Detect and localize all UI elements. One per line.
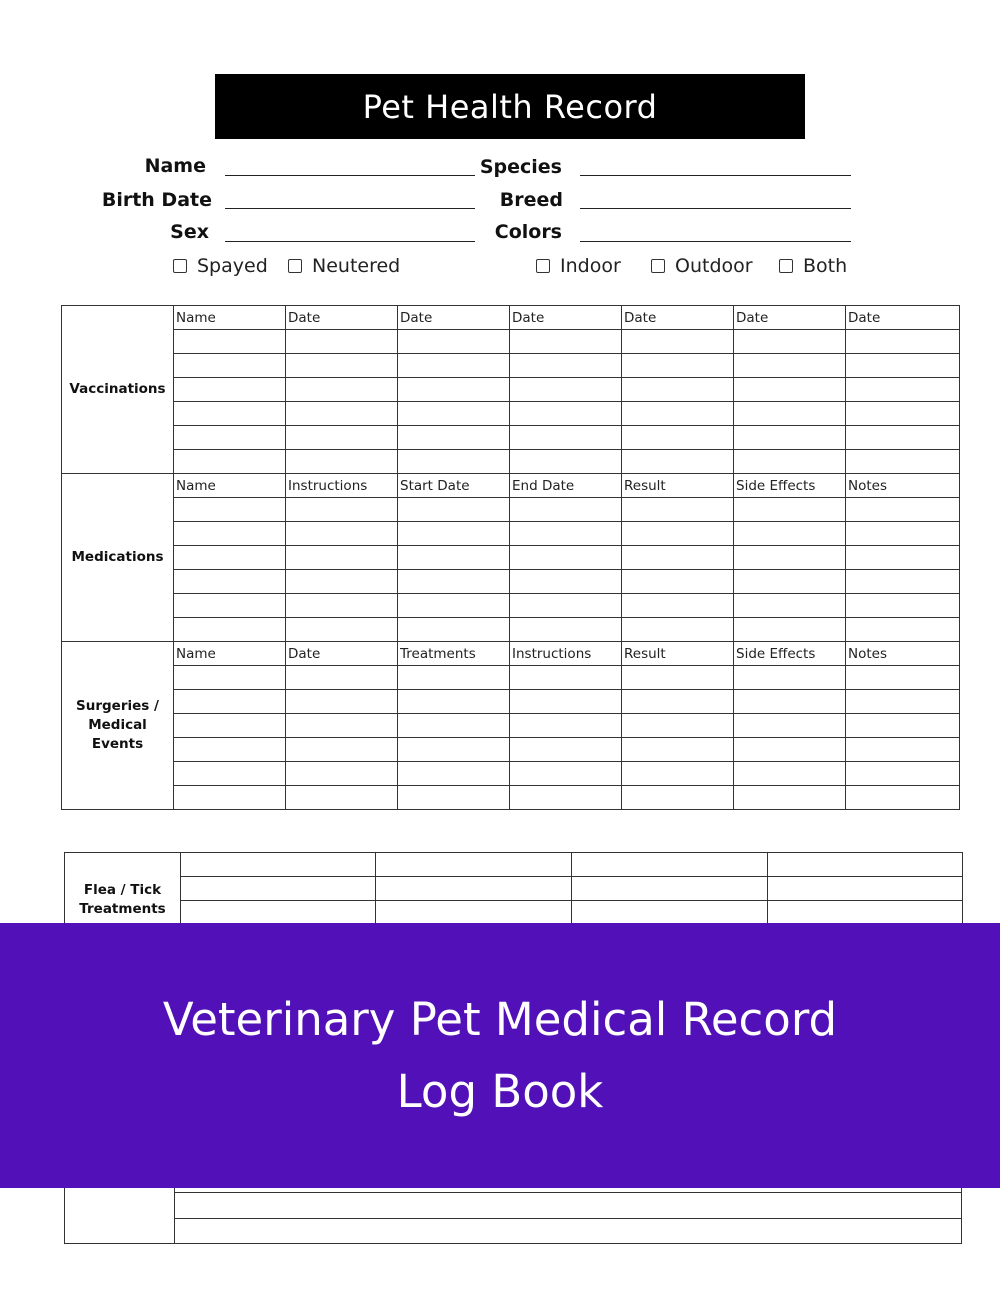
column-header: Result [622, 642, 734, 666]
table-cell[interactable] [734, 714, 846, 738]
table-cell[interactable] [846, 522, 960, 546]
table-cell[interactable] [572, 901, 768, 925]
column-header: Side Effects [734, 474, 846, 498]
table-cell[interactable] [734, 570, 846, 594]
table-cell[interactable] [768, 853, 963, 877]
table-cell[interactable] [398, 498, 510, 522]
table-row [62, 450, 960, 474]
table-cell[interactable] [174, 714, 286, 738]
flea-tick-label [65, 853, 181, 925]
table-cell[interactable] [734, 738, 846, 762]
table-cell[interactable] [622, 378, 734, 402]
table-cell[interactable] [572, 853, 768, 877]
table-cell[interactable] [622, 522, 734, 546]
column-header: Date [398, 306, 510, 330]
table-cell[interactable] [622, 762, 734, 786]
medications-label: Medications [62, 474, 174, 642]
flea-tick-label-line2: Treatments [79, 901, 166, 917]
table-cell[interactable] [510, 522, 622, 546]
banner-line2: Log Book [396, 1064, 604, 1118]
column-header: Name [174, 306, 286, 330]
table-cell[interactable] [286, 738, 398, 762]
table-cell[interactable] [510, 354, 622, 378]
flea-tick-label-line1: Flea / Tick [83, 882, 162, 898]
table-cell[interactable] [846, 714, 960, 738]
table-cell[interactable] [622, 714, 734, 738]
both-label: Both [803, 255, 848, 277]
checkbox-box[interactable] [173, 259, 187, 273]
table-cell[interactable] [846, 546, 960, 570]
table-cell[interactable] [286, 498, 398, 522]
checkbox-box[interactable] [779, 259, 793, 273]
table-cell[interactable] [734, 378, 846, 402]
table-cell[interactable] [174, 690, 286, 714]
table-cell[interactable] [622, 666, 734, 690]
table-cell[interactable] [398, 522, 510, 546]
table-cell[interactable] [846, 786, 960, 810]
column-header: Date [510, 306, 622, 330]
indoor-checkbox[interactable] [536, 255, 621, 277]
table-cell[interactable] [510, 546, 622, 570]
column-header: Name [174, 642, 286, 666]
table-row [62, 402, 960, 426]
page-title-text: Pet Health Record [362, 87, 658, 126]
table-row [65, 853, 963, 877]
table-cell[interactable] [510, 762, 622, 786]
checkbox-box[interactable] [651, 259, 665, 273]
table-row [62, 738, 960, 762]
table-cell[interactable] [398, 570, 510, 594]
table-cell[interactable] [398, 618, 510, 642]
table-cell[interactable] [181, 853, 376, 877]
table-cell[interactable] [174, 450, 286, 474]
table-divider [174, 1188, 175, 1243]
table-cell[interactable] [174, 354, 286, 378]
table-cell[interactable] [622, 786, 734, 810]
table-cell[interactable] [622, 450, 734, 474]
breed-field[interactable] [580, 208, 851, 209]
table-cell[interactable] [510, 570, 622, 594]
table-cell[interactable] [286, 546, 398, 570]
table-cell[interactable] [734, 450, 846, 474]
table-cell[interactable] [398, 690, 510, 714]
table-cell[interactable] [510, 618, 622, 642]
table-cell[interactable] [398, 546, 510, 570]
table-cell[interactable] [734, 522, 846, 546]
table-cell[interactable] [846, 354, 960, 378]
table-cell[interactable] [398, 450, 510, 474]
table-row [62, 354, 960, 378]
table-row [62, 618, 960, 642]
colors-label: Colors [494, 221, 562, 243]
table-cell[interactable] [286, 330, 398, 354]
table-row [65, 877, 963, 901]
column-header: Treatments [398, 642, 510, 666]
table-row [62, 762, 960, 786]
table-cell[interactable] [846, 498, 960, 522]
table-cell[interactable] [734, 786, 846, 810]
spayed-checkbox[interactable] [173, 255, 268, 277]
indoor-label: Indoor [560, 255, 621, 277]
outdoor-checkbox[interactable] [651, 255, 753, 277]
table-cell[interactable] [622, 618, 734, 642]
table-cell[interactable] [622, 546, 734, 570]
column-header: Notes [846, 474, 960, 498]
table-cell[interactable] [174, 786, 286, 810]
table-cell[interactable] [174, 594, 286, 618]
table-cell[interactable] [286, 570, 398, 594]
table-cell[interactable] [174, 570, 286, 594]
both-checkbox[interactable] [779, 255, 847, 277]
table-cell[interactable] [376, 853, 572, 877]
table-row [62, 546, 960, 570]
table-cell[interactable] [622, 330, 734, 354]
page-title [215, 74, 805, 139]
flea-tick-table [64, 852, 963, 925]
surgeries-label [62, 642, 174, 810]
promo-banner [0, 923, 1000, 1188]
table-cell[interactable] [622, 690, 734, 714]
table-cell[interactable] [286, 786, 398, 810]
outdoor-label: Outdoor [675, 255, 753, 277]
table-row [62, 426, 960, 450]
table-cell[interactable] [734, 498, 846, 522]
column-header: Notes [846, 642, 960, 666]
banner-line1: Veterinary Pet Medical Record [162, 992, 838, 1046]
neutered-label: Neutered [312, 255, 401, 277]
table-cell[interactable] [286, 402, 398, 426]
sex-field[interactable] [225, 241, 475, 242]
table-divider [174, 1218, 961, 1219]
breed-label: Breed [499, 189, 563, 211]
table-cell[interactable] [286, 426, 398, 450]
table-cell[interactable] [572, 877, 768, 901]
table-cell[interactable] [376, 877, 572, 901]
table-cell[interactable] [510, 714, 622, 738]
column-header: Result [622, 474, 734, 498]
table-cell[interactable] [174, 378, 286, 402]
table-cell[interactable] [181, 901, 376, 925]
table-cell[interactable] [174, 738, 286, 762]
table-cell[interactable] [398, 786, 510, 810]
table-cell[interactable] [398, 594, 510, 618]
table-cell[interactable] [398, 402, 510, 426]
table-cell[interactable] [734, 666, 846, 690]
table-cell[interactable] [846, 762, 960, 786]
birth-date-label: Birth Date [101, 189, 212, 211]
table-cell[interactable] [622, 594, 734, 618]
table-cell[interactable] [510, 594, 622, 618]
table-cell[interactable] [286, 354, 398, 378]
table-cell[interactable] [398, 738, 510, 762]
table-cell[interactable] [398, 762, 510, 786]
table-row [62, 570, 960, 594]
table-cell[interactable] [174, 546, 286, 570]
table-cell[interactable] [174, 402, 286, 426]
table-cell[interactable] [286, 690, 398, 714]
vaccinations-header-row [62, 306, 960, 330]
table-cell[interactable] [510, 690, 622, 714]
table-cell[interactable] [510, 450, 622, 474]
vaccinations-label: Vaccinations [62, 306, 174, 474]
table-cell[interactable] [768, 877, 963, 901]
table-cell[interactable] [622, 570, 734, 594]
column-header: Date [286, 306, 398, 330]
table-row [62, 522, 960, 546]
table-cell[interactable] [398, 354, 510, 378]
table-cell[interactable] [174, 762, 286, 786]
medications-header-row [62, 474, 960, 498]
table-cell[interactable] [398, 378, 510, 402]
table-cell[interactable] [286, 378, 398, 402]
table-row [65, 901, 963, 925]
table-cell[interactable] [286, 522, 398, 546]
neutered-checkbox[interactable] [288, 255, 400, 277]
sex-label: Sex [170, 221, 209, 243]
table-cell[interactable] [846, 666, 960, 690]
table-cell[interactable] [768, 901, 963, 925]
surgeries-label-line2: Medical Events [88, 717, 147, 752]
table-cell[interactable] [376, 901, 572, 925]
column-header: Start Date [398, 474, 510, 498]
table-cell[interactable] [398, 330, 510, 354]
table-cell[interactable] [510, 498, 622, 522]
species-field[interactable] [580, 175, 851, 176]
table-cell[interactable] [286, 762, 398, 786]
column-header: End Date [510, 474, 622, 498]
table-cell[interactable] [846, 426, 960, 450]
table-cell[interactable] [622, 402, 734, 426]
name-field[interactable] [225, 175, 475, 176]
column-header: Date [286, 642, 398, 666]
table-cell[interactable] [510, 666, 622, 690]
table-row [62, 666, 960, 690]
table-cell[interactable] [398, 714, 510, 738]
name-label: Name [144, 155, 206, 177]
table-row [62, 714, 960, 738]
table-cell[interactable] [846, 618, 960, 642]
table-cell[interactable] [846, 330, 960, 354]
table-row [62, 786, 960, 810]
table-row [62, 330, 960, 354]
table-cell[interactable] [286, 666, 398, 690]
table-cell[interactable] [846, 570, 960, 594]
table-cell[interactable] [286, 594, 398, 618]
table-row [62, 498, 960, 522]
table-cell[interactable] [510, 378, 622, 402]
table-cell[interactable] [734, 690, 846, 714]
table-cell[interactable] [174, 426, 286, 450]
table-cell[interactable] [734, 594, 846, 618]
table-cell[interactable] [174, 330, 286, 354]
table-cell[interactable] [181, 877, 376, 901]
table-cell[interactable] [510, 330, 622, 354]
table-cell[interactable] [622, 498, 734, 522]
table-cell[interactable] [286, 618, 398, 642]
table-cell[interactable] [510, 786, 622, 810]
table-cell[interactable] [846, 378, 960, 402]
table-cell[interactable] [174, 666, 286, 690]
table-cell[interactable] [510, 426, 622, 450]
table-cell[interactable] [734, 402, 846, 426]
notes-table-bottom [64, 1188, 962, 1244]
table-cell[interactable] [286, 714, 398, 738]
table-row [62, 594, 960, 618]
table-cell[interactable] [398, 666, 510, 690]
table-cell[interactable] [734, 762, 846, 786]
table-cell[interactable] [734, 618, 846, 642]
species-label: Species [479, 156, 562, 178]
table-cell[interactable] [846, 450, 960, 474]
table-cell[interactable] [286, 450, 398, 474]
column-header: Date [622, 306, 734, 330]
column-header: Side Effects [734, 642, 846, 666]
table-cell[interactable] [734, 330, 846, 354]
column-header: Date [846, 306, 960, 330]
surgeries-header-row [62, 642, 960, 666]
table-cell[interactable] [734, 546, 846, 570]
table-cell[interactable] [734, 354, 846, 378]
table-cell[interactable] [398, 426, 510, 450]
table-divider [174, 1192, 961, 1193]
checkbox-box[interactable] [536, 259, 550, 273]
checkbox-box[interactable] [288, 259, 302, 273]
spayed-label: Spayed [197, 255, 268, 277]
table-cell[interactable] [846, 594, 960, 618]
colors-field[interactable] [580, 241, 851, 242]
surgeries-label-line1: Surgeries / [76, 698, 159, 714]
column-header: Name [174, 474, 286, 498]
table-cell[interactable] [622, 738, 734, 762]
health-record-table [61, 305, 960, 810]
table-cell[interactable] [510, 738, 622, 762]
birth-date-field[interactable] [225, 208, 475, 209]
table-cell[interactable] [510, 402, 622, 426]
column-header: Date [734, 306, 846, 330]
table-cell[interactable] [174, 618, 286, 642]
table-cell[interactable] [622, 426, 734, 450]
table-row [62, 690, 960, 714]
table-cell[interactable] [846, 738, 960, 762]
table-cell[interactable] [734, 426, 846, 450]
table-row [62, 378, 960, 402]
table-cell[interactable] [622, 354, 734, 378]
column-header: Instructions [286, 474, 398, 498]
column-header: Instructions [510, 642, 622, 666]
table-cell[interactable] [174, 522, 286, 546]
table-cell[interactable] [846, 690, 960, 714]
table-cell[interactable] [174, 498, 286, 522]
table-cell[interactable] [846, 402, 960, 426]
